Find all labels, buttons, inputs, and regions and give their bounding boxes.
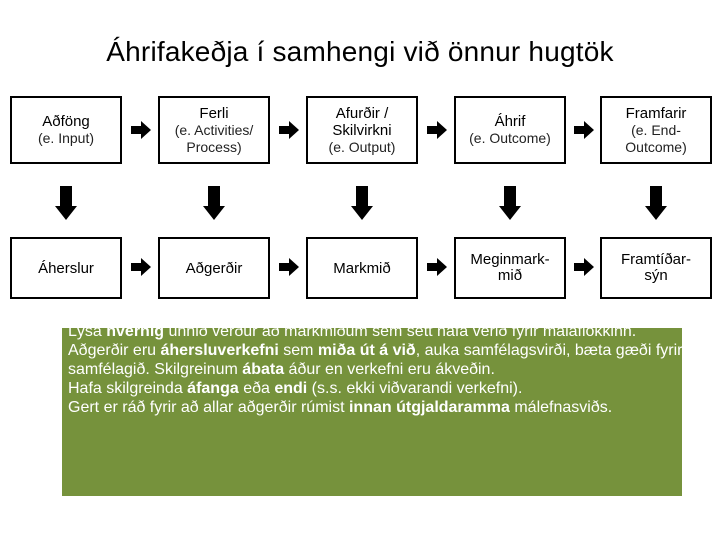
bullet-text: Lýsa	[68, 323, 107, 340]
bullet-item	[34, 341, 684, 379]
box-label: Ferli	[199, 104, 229, 122]
bullet-text: unnið verður að markmiðum sem sett hafa verið fyrir málaflokkinn.	[164, 323, 637, 340]
emphasis-text: miða út á við	[317, 342, 416, 359]
box-label: Framfarir	[625, 104, 687, 122]
emphasis-text: áhersluverkefni	[160, 342, 279, 359]
box-label: Markmið	[333, 259, 391, 277]
box-sublabel: (e. Output)	[328, 138, 396, 155]
emphasis-text: áfanga	[187, 380, 239, 397]
page-title: Áhrifakeðja í samhengi við önnur hugtök	[106, 36, 614, 67]
emphasis-text: endi	[274, 380, 308, 397]
emphasis-text: hvernig	[106, 323, 165, 340]
box-label: Aðgerðir	[185, 259, 243, 277]
bullet-text: málefnasviðs.	[509, 399, 613, 416]
box-label: Meginmark- mið	[470, 251, 550, 284]
bullet-dot: •	[41, 323, 47, 340]
bullet-text: eða	[238, 380, 275, 397]
bullet-text: áður en verkefni eru ákveðin.	[284, 361, 495, 378]
bullet-item	[34, 379, 684, 398]
bullet-item	[34, 398, 684, 417]
bullet-text: (s.s. ekki viðvarandi verkefni).	[307, 380, 523, 397]
box-sublabel: (e. Input)	[37, 130, 95, 146]
bullet-text: Hafa skilgreinda	[68, 380, 188, 397]
bullet-list	[34, 322, 684, 417]
box-label: Áherslur	[38, 259, 94, 277]
bullet-dot: •	[41, 380, 47, 397]
bullet-text: Aðgerðir eru	[68, 342, 161, 359]
bullet-dot: •	[41, 399, 47, 416]
box-sublabel: (e. Outcome)	[469, 130, 551, 146]
box-label: Framtíðar- sýn	[620, 251, 691, 284]
box-label: Afurðir / Skilvirkni	[332, 104, 392, 139]
box-label: Áhrif	[494, 113, 526, 130]
box-label: Aðföng	[42, 113, 90, 130]
bullet-text: Gert er ráð fyrir að allar aðgerðir rúmist	[68, 399, 349, 416]
emphasis-text: innan útgjaldaramma	[348, 399, 510, 416]
bullet-text: sem	[278, 342, 318, 359]
bullet-dot: •	[41, 342, 47, 359]
box-sublabel: (e. End-Outcome)	[625, 121, 687, 155]
emphasis-text: ábata	[242, 361, 285, 378]
bullet-item	[34, 322, 684, 341]
box-sublabel: (e. Activities/ Process)	[174, 121, 254, 155]
bullet-text: , auka samfélagsvirði, bæta gæði fyrir samfélagið. Skilgreinum	[68, 342, 683, 378]
